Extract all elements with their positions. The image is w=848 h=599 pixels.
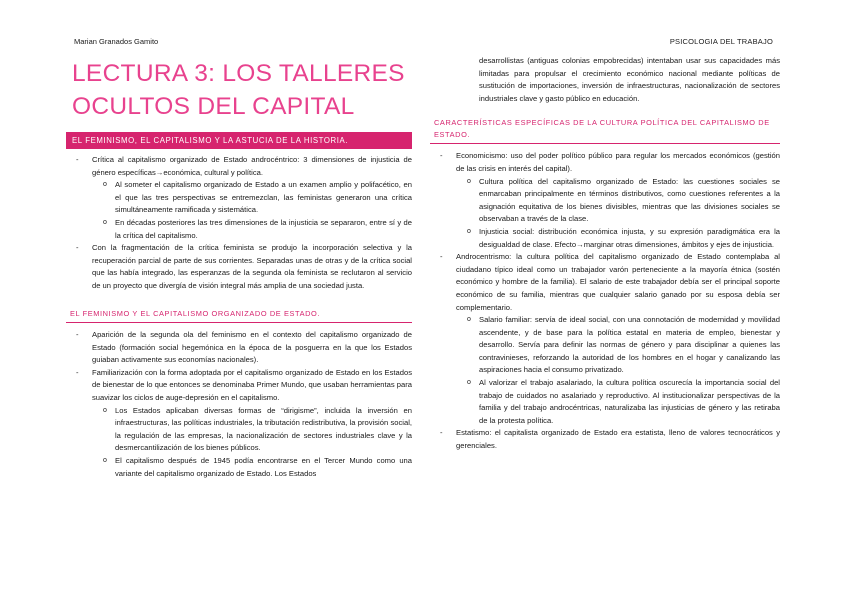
left-column	[66, 57, 412, 480]
list-item	[66, 405, 412, 455]
title-line-1: LECTURA 3: LOS TALLERES	[72, 60, 405, 87]
circle-bullet-icon: o	[467, 227, 471, 235]
circle-bullet-icon: o	[103, 218, 107, 226]
section1-list	[66, 154, 412, 293]
bullet-text: Con la fragmentación de la crítica feminista se produjo la incorporación selectiva y la recuperación parcial de parte de sus corrientes. Separadas unas de otras y de la crítica social que las había integrado, las esperanzas de la segunda ola feminista se reclutaron al servicio de un proyecto que divergía de visión integral más amplia de una sociedad justa.	[92, 243, 412, 290]
header-subject: PSICOLOGIA DEL TRABAJO	[669, 37, 773, 46]
bullet-text: Al valorizar el trabajo asalariado, la cultura política oscurecía la importancia social del trabajo de cuidados no asalariado y reproductivo. Al institucionalizar perspectivas de la familia y del trabajo androcéntricas, naturalizaba las injusticias de género y las retiraba de la protesta política.	[479, 378, 780, 425]
bullet-text: El capitalismo después de 1945 podía encontrarse en el Tercer Mundo como una variante del capitalismo organizado de Estado. Los Estados	[115, 455, 412, 478]
bullet-text: Al someter el capitalismo organizado de Estado a un examen amplio y polifacético, en el que las tres perspectivas se entremezclan, las feministas generaron una crítica simultáneamente ramificada y sistemática.	[115, 180, 412, 215]
dash-bullet: -	[440, 252, 443, 262]
dash-bullet: -	[76, 330, 79, 340]
section-heading-2: EL FEMINISMO Y EL CAPITALISMO ORGANIZADO DE ESTADO.	[66, 308, 412, 324]
list-item	[66, 242, 412, 292]
list-item	[430, 150, 780, 175]
section-heading-1: EL FEMINISMO, EL CAPITALISMO Y LA ASTUCIA DE LA HISTORIA.	[66, 132, 412, 149]
dash-bullet: -	[76, 155, 79, 164]
circle-bullet-icon: o	[467, 379, 471, 387]
circle-bullet-icon: o	[103, 181, 107, 189]
document-title	[72, 57, 412, 123]
list-item	[66, 217, 412, 242]
section2-list	[66, 329, 412, 480]
dash-bullet: -	[76, 243, 79, 253]
circle-bullet-icon: o	[103, 406, 107, 414]
list-item	[430, 427, 780, 452]
bullet-text: Cultura política del capitalismo organizado de Estado: las cuestiones sociales se enmarcaban principalmente en términos distributivos, como cuestiones referentes a la asignación equitativa de los bienes divisibles, mientras que las divisiones sociales se observaban a través de la clase.	[479, 176, 780, 224]
continued-text: desarrollistas (antiguas colonias empobrecidas) intentaban usar sus capacidades más limitadas para propulsar el crecimiento económico nacional mediante políticas de sustitución de importaciones, inversión de infraestructuras, nacionalización de sectores industriales clave y gasto público en educación.	[479, 56, 780, 103]
list-item	[430, 377, 780, 427]
circle-bullet-icon: o	[103, 456, 107, 464]
list-item	[430, 226, 780, 251]
list-item	[66, 329, 412, 367]
bullet-text: Los Estados aplicaban diversas formas de “dirigisme”, incluida la inversión en infraestructuras, las políticas industriales, la tributación redistributiva, la provisión social, la regulación de las empresas, la nacionalización de sectores industriales clave y la desmercantilización de los bienes públicos.	[115, 405, 412, 453]
bullet-text: Salario familiar: servía de ideal social, con una connotación de modernidad y movilidad ascendente, y de base para la política estatal en materia de empleo, bienestar y desarrollo. Servía para definir las normas de género y para disciplinar a quienes las contravinieses, reforzando la autoridad de los hombres en el hogar y canalizando las aspiraciones hacia el consumo privatizado.	[479, 315, 780, 375]
section-heading-3: CARACTERÍSTICAS ESPECÍFICAS DE LA CULTURA POLÍTICA DEL CAPITALISMO DE ESTADO.	[430, 117, 780, 144]
bullet-text: Injusticia social: distribución económica injusta, y su expresión paradigmática era la desigualdad de clase. Efecto→marginar otras dimensiones, ámbitos y ejes de injusticia.	[479, 226, 780, 249]
bullet-text: Familiarización con la forma adoptada por el capitalismo organizado de Estado en los Estados de bienestar de lo que entonces se denominaba Primer Mundo, que usaban herramientas para suavizar los ciclos de auge-depresión en el capitalismo.	[92, 367, 412, 402]
circle-bullet-icon: o	[467, 177, 471, 185]
dash-bullet: -	[440, 151, 443, 161]
circle-bullet-icon: o	[467, 316, 471, 324]
bullet-text: Androcentrismo: la cultura política del capitalismo organizado de Estado contemplaba al ciudadano típico ideal como un trabajador varón perteneciente a la mayoría étnica (sostén económico y hombre de la familia). El salario de este trabajador debía ser el principal soporte económico de su familia, mientras que cualquier salario ganado por su esposa debía ser complementario.	[456, 252, 780, 312]
list-item	[66, 179, 412, 217]
list-item	[430, 176, 780, 226]
list-item	[66, 154, 412, 179]
list-item	[66, 455, 412, 480]
bullet-text: En décadas posteriores las tres dimensiones de la injusticia se separaron, entre sí y de la crítica del capitalismo.	[115, 217, 412, 240]
list-item	[66, 367, 412, 405]
dash-bullet: -	[440, 428, 443, 438]
bullet-text: Estatismo: el capitalista organizado de Estado era estatista, lleno de valores tecnocráticos y gerenciales.	[456, 428, 780, 451]
dash-bullet: -	[76, 367, 79, 377]
page-header	[74, 37, 773, 49]
list-item	[430, 314, 780, 377]
header-author: Marian Granados Gamito	[74, 37, 159, 46]
title-line-2: OCULTOS DEL CAPITAL	[72, 93, 355, 120]
bullet-text: Aparición de la segunda ola del feminismo en el contexto del capitalismo organizado de Estado (formación social hegemónica en la época de la posguerra en la que los Estados guiaban activamente sus economías nacionales).	[92, 330, 412, 365]
list-item	[430, 251, 780, 314]
section3-list	[430, 150, 780, 452]
right-column	[430, 55, 780, 453]
bullet-text: Economicismo: uso del poder político público para regular los mercados económicos (gestión de las crisis en interés del capital).	[456, 151, 780, 173]
bullet-text: Crítica al capitalismo organizado de Estado androcéntrico: 3 dimensiones de injusticia de género específicas→económica, cultural y política.	[92, 155, 412, 177]
